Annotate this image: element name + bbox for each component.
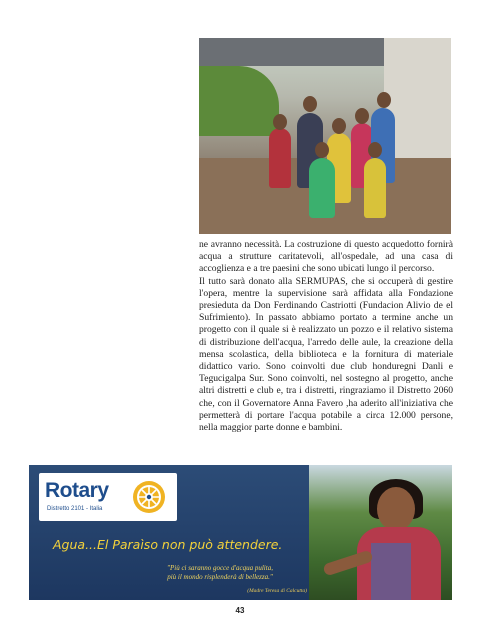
child-head xyxy=(332,118,346,134)
article-paragraph: ne avranno necessità. La costruzione di questo acquedotto fornirà acqua a strutture caritatevoli, all'ospedale, ad una casa di accoglienza e a tre paesini che sono ubicati lungo il percorso. xyxy=(199,239,453,275)
quote-line: più il mondo risplenderà di bellezza." xyxy=(167,573,273,581)
rotary-banner xyxy=(29,465,309,600)
child-head xyxy=(355,108,369,124)
child-head xyxy=(273,114,287,130)
page-number: 43 xyxy=(235,606,245,615)
rotary-wheel-icon xyxy=(131,479,167,515)
girl-with-water-photo xyxy=(309,465,452,600)
child-head xyxy=(315,142,329,158)
article-body xyxy=(199,239,453,434)
article-paragraph: Il tutto sarà donato alla SERMUPAS, che si occuperà di gestire l'opera, mentre la supervisione sarà affidata alla Fondazione presieduta da Don Ferdinando Castriotti (Fundacion Alivio de el Sufrimiento). In passato abbiamo portato a termine anche un progetto con il quale si è realizzato un pozzo e il relativo sistema di distribuzione dell'acqua, l'arredo delle aule, la creazione della mensa scolastica, della biblioteca e la fornitura di materiale didattico vario. Sono coinvolti due club honduregni Danli e Tegucigalpa Sur. Sono coinvolti, nel sostegno al progetto, anche altri distretti e club e, tra i distretti, ringraziamo il Distretto 2060 che, con il Governatore Anna Favero ,ha aderito all'iniziativa che permetterà di portare l'acqua potabile a circa 12.000 persone, nella maggior parte donne e bambini. xyxy=(199,275,453,434)
girl-dress-pattern xyxy=(371,543,411,600)
child-figure xyxy=(269,128,291,188)
quote-line: "Più ci saranno gocce d'acqua pulita, xyxy=(167,564,273,572)
girl-face-shape xyxy=(377,487,415,531)
rotary-logo-wordmark: Rotary xyxy=(45,479,109,502)
rotary-district-label: Distretto 2101 - Italia xyxy=(47,506,103,512)
child-head xyxy=(368,142,382,158)
trees-shape xyxy=(199,66,279,136)
child-figure xyxy=(309,158,335,218)
adult-head xyxy=(303,96,317,112)
rotary-logo xyxy=(39,473,177,521)
adult-head xyxy=(377,92,391,108)
banner-quote xyxy=(139,564,301,582)
quote-author: (Madre Teresa di Calcutta) xyxy=(247,588,307,594)
children-group-photo xyxy=(199,38,451,234)
banner-slogan: Agua...El Paraìso non può attendere. xyxy=(53,537,283,552)
child-figure xyxy=(364,158,386,218)
